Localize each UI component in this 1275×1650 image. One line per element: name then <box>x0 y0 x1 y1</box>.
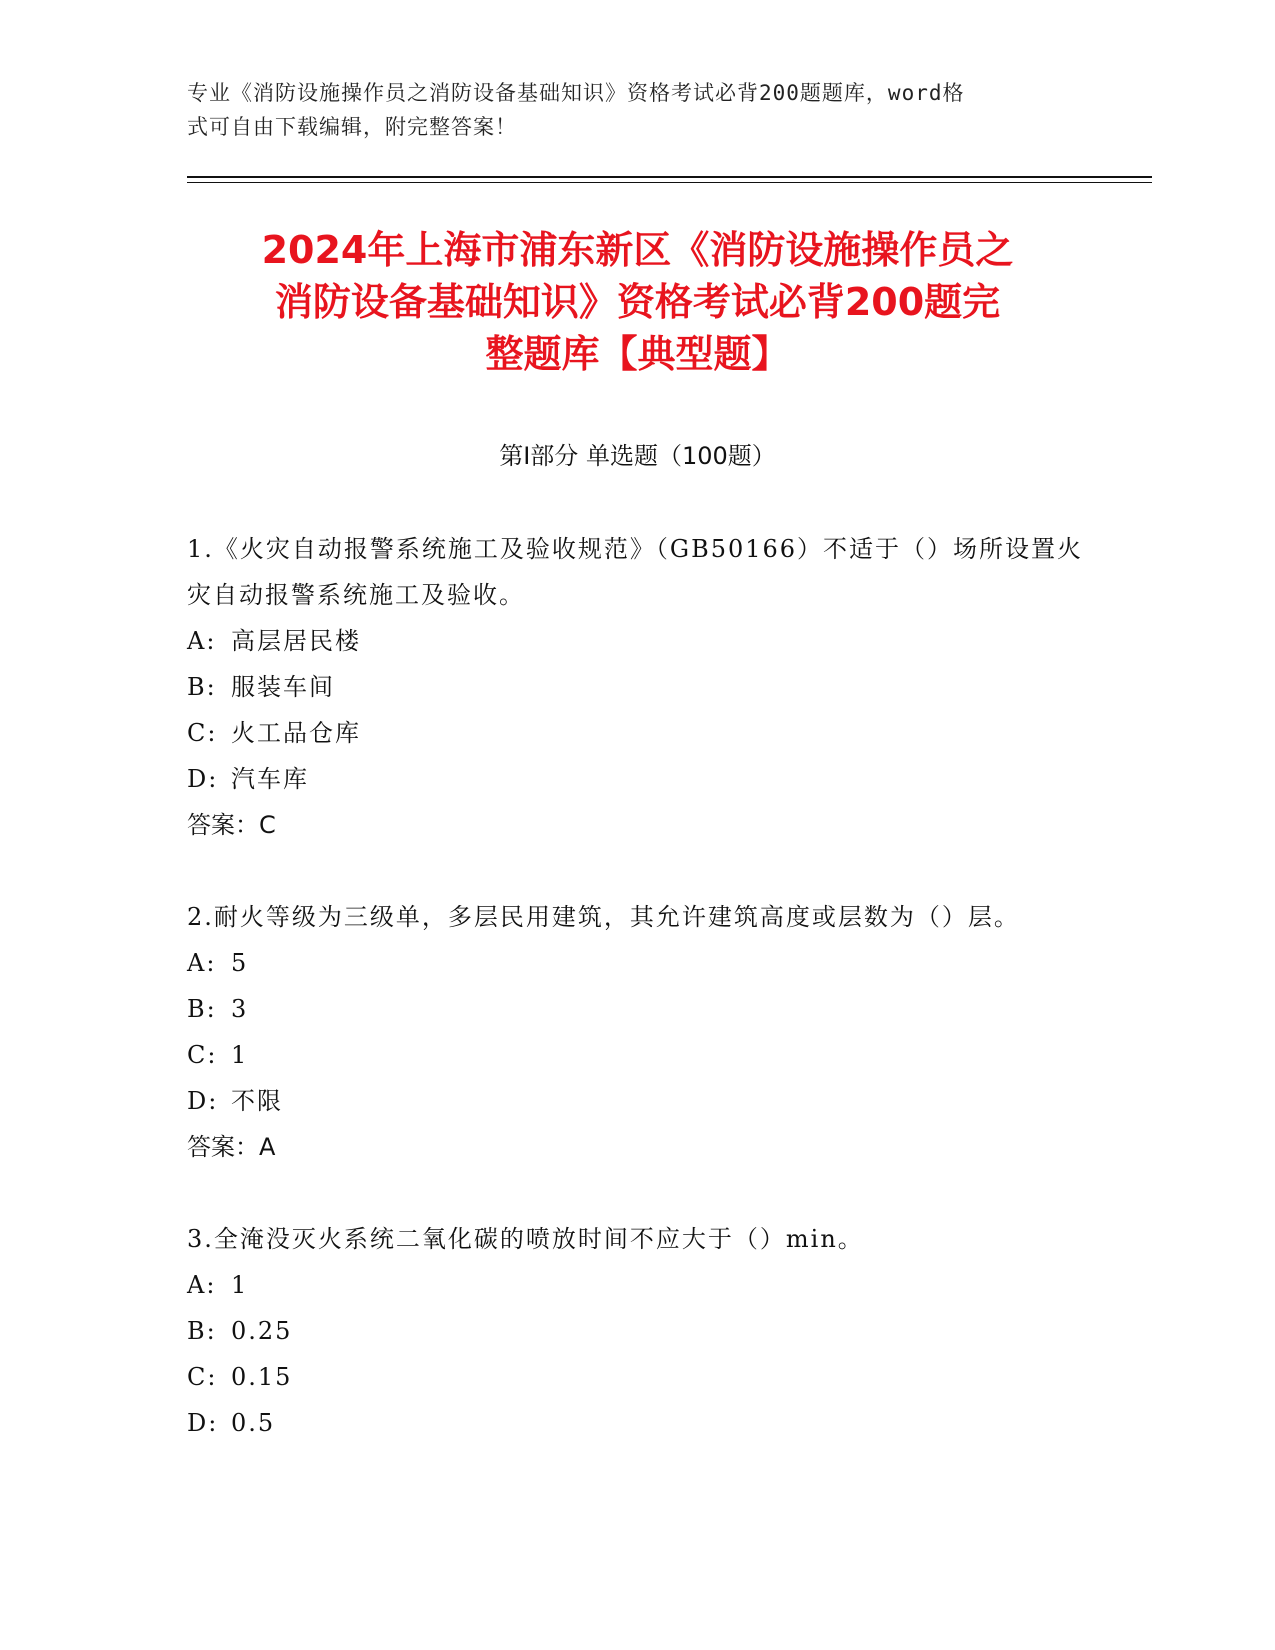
question-3 <box>187 1216 1087 1446</box>
option-text: 3 <box>231 995 249 1023</box>
question-1-answer: 答案：C <box>187 811 276 839</box>
option-letter: D: <box>187 765 219 793</box>
header-note-line-1: 专业《消防设施操作员之消防设备基础知识》资格考试必背200题题库，word格 <box>187 81 965 105</box>
document-title-line-1: 2024年上海市浦东新区《消防设施操作员之 <box>261 228 1014 272</box>
question-2-stem: 2.耐火等级为三级单，多层民用建筑，其允许建筑高度或层数为（）层。 <box>187 903 1020 931</box>
question-2 <box>187 894 1087 1170</box>
header-note <box>187 76 1087 144</box>
option-text: 0.25 <box>231 1317 293 1345</box>
document-title <box>160 224 1115 380</box>
question-3-option-a <box>187 1262 1087 1308</box>
question-3-option-c <box>187 1354 1087 1400</box>
option-letter: D: <box>187 1409 219 1437</box>
question-1-option-b <box>187 664 1087 710</box>
option-text: 5 <box>231 949 249 977</box>
option-text: 0.15 <box>231 1363 293 1391</box>
question-1-option-d <box>187 756 1087 802</box>
header-divider-thin <box>187 182 1152 183</box>
question-2-option-c <box>187 1032 1087 1078</box>
option-letter: C: <box>187 1041 218 1069</box>
document-title-line-3: 整题库【典型题】 <box>485 332 790 376</box>
option-text: 汽车库 <box>231 765 309 793</box>
header-divider-thick <box>187 176 1152 178</box>
option-text: 火工品仓库 <box>231 719 361 747</box>
section-title: 第Ⅰ部分 单选题（100题） <box>499 442 776 470</box>
question-1-option-c <box>187 710 1087 756</box>
question-1-option-a <box>187 618 1087 664</box>
header-note-line-2: 式可自由下载编辑，附完整答案！ <box>187 115 517 139</box>
option-text: 高层居民楼 <box>231 627 361 655</box>
question-1-stem: 1.《火灾自动报警系统施工及验收规范》（GB50166）不适于（）场所设置火灾自动报警系统施工及验收。 <box>187 535 1084 609</box>
question-3-stem: 3.全淹没灭火系统二氧化碳的喷放时间不应大于（）min。 <box>187 1225 864 1253</box>
question-2-option-b <box>187 986 1087 1032</box>
option-letter: A: <box>187 1271 217 1299</box>
option-text: 1 <box>231 1271 249 1299</box>
option-text: 0.5 <box>231 1409 276 1437</box>
option-letter: C: <box>187 719 218 747</box>
option-letter: D: <box>187 1087 219 1115</box>
option-letter: B: <box>187 1317 217 1345</box>
question-2-option-d <box>187 1078 1087 1124</box>
option-letter: B: <box>187 995 217 1023</box>
option-letter: A: <box>187 627 217 655</box>
question-3-option-b <box>187 1308 1087 1354</box>
question-list <box>187 526 1087 1492</box>
question-3-option-d <box>187 1400 1087 1446</box>
option-letter: A: <box>187 949 217 977</box>
question-2-option-a <box>187 940 1087 986</box>
question-1 <box>187 526 1087 848</box>
document-title-line-2: 消防设备基础知识》资格考试必背200题完 <box>274 280 1001 324</box>
option-letter: C: <box>187 1363 218 1391</box>
option-letter: B: <box>187 673 217 701</box>
question-2-answer: 答案：A <box>187 1133 276 1161</box>
option-text: 服装车间 <box>231 673 335 701</box>
option-text: 1 <box>231 1041 249 1069</box>
option-text: 不限 <box>231 1087 283 1115</box>
